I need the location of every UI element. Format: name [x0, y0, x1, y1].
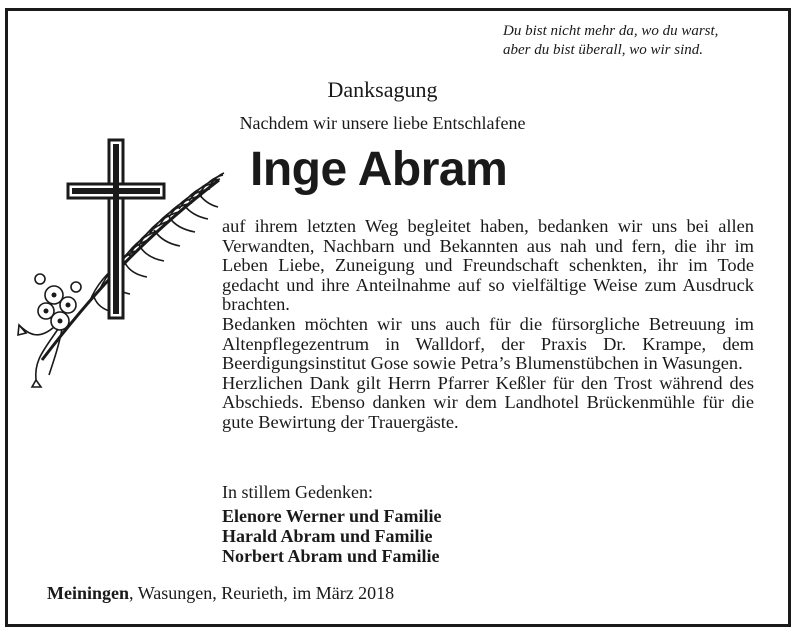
mourners-list [222, 506, 442, 566]
epigraph-line-2: aber du bist überall, wo wir sind. [503, 42, 704, 58]
paragraph-3: Herzlichen Dank gilt Herrn Pfarrer Keßler für den Trost während des Abschieds. Ebenso danken wir dem Landhotel Brückenmühle für die gute Bewirtung der Trauergäste. [222, 372, 754, 432]
paragraph-1: auf ihrem letzten Weg begleitet haben, bedanken wir uns bei allen Verwandten, Nachbarn und Bekannten aus nah und fern, die ihr im Leben Liebe, Zuneigung und Freundschaft schenkten, ihr im Tode gedacht und ihre Anteilnahme auf so vielfältige Weise zum Ausdruck brachten. [222, 216, 754, 315]
epigraph [503, 22, 718, 60]
thank-you-text [222, 217, 754, 433]
place-town: Meiningen [47, 583, 130, 603]
closing-line: In stillem Gedenken: [222, 482, 373, 502]
paragraph-2: Bedanken möchten wir uns auch für die fürsorgliche Betreuung im Altenpflegezentrum in Walldorf, der Praxis Dr. Krampe, dem Beerdigungsinstitut Gose sowie Petra’s Blumenstübchen in Wasungen. [222, 313, 754, 374]
epigraph-line-1: Du bist nicht mehr da, wo du warst, [503, 23, 719, 39]
mourner-1: Elenore Werner und Familie [222, 506, 442, 526]
cross-icon [68, 140, 164, 318]
mourner-3: Norbert Abram und Familie [222, 546, 440, 566]
memorial-graphic [14, 135, 229, 390]
deceased-name: Inge Abram [250, 143, 508, 196]
notice-heading: Danksagung [327, 77, 438, 102]
mourner-2: Harald Abram und Familie [222, 526, 433, 546]
intro-line: Nachdem wir unsere liebe Entschlafene [239, 113, 526, 133]
palm-branch-icon [42, 173, 224, 360]
place-date-line [47, 583, 394, 604]
flower-bouquet-icon [18, 274, 81, 387]
place-rest: , Wasungen, Reurieth, im März 2018 [129, 583, 395, 603]
